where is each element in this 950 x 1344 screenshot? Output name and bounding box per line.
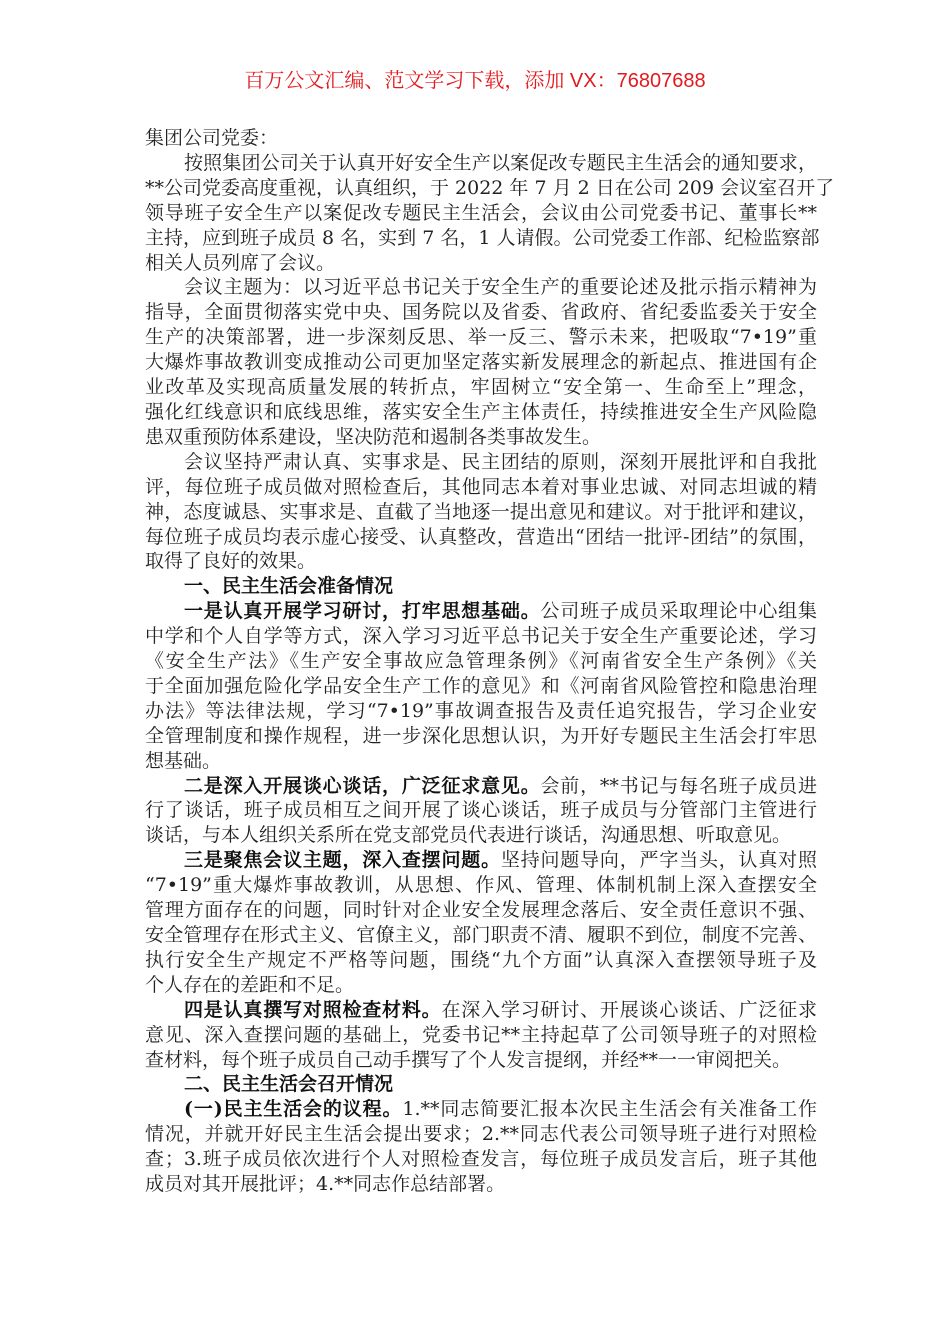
- line-text: 大爆炸事故教训变成推动公司更加坚定落实新发展理念的新起点、推进国有企: [145, 351, 817, 374]
- line-text: 领导班子安全生产以案促改专题民主生活会，会议由公司党委书记、董事长**: [145, 201, 817, 224]
- text-line: [145, 873, 817, 898]
- line-text: 业改革及实现高质量发展的转折点，牢固树立“安全第一、生命至上”理念，: [145, 376, 817, 399]
- text-line: [145, 923, 817, 948]
- line-text: 指导，全面贯彻落实党中央、国务院以及省委、省政府、省纪委监委关于安全: [145, 301, 817, 324]
- line-text: 执行安全生产规定不严格等问题，围绕“九个方面”认真深入查摆领导班子及: [145, 948, 817, 971]
- line-text: 会议主题为：以习近平总书记关于安全生产的重要论述及批示指示精神为: [184, 276, 817, 299]
- line-text: 安全管理存在形式主义、官僚主义，部门职责不清、履职不到位，制度不完善、: [145, 924, 817, 946]
- line-text: 查；3.班子成员依次进行个人对照检查发言，每位班子成员发言后，班子其他: [145, 1148, 817, 1171]
- line-text: 公司班子成员采取理论中心组集: [540, 600, 817, 623]
- bold-lead-in: 一、民主生活会准备情况: [184, 575, 394, 598]
- paragraph: [145, 1097, 817, 1197]
- paragraph: [145, 599, 817, 773]
- line-text: 相关人员列席了会议。: [145, 251, 336, 274]
- text-line: [145, 1048, 817, 1073]
- line-text: 每位班子成员均表示虚心接受、认真整改，营造出“团结一批评-团结”的氛围，: [145, 525, 817, 548]
- text-line: [145, 400, 817, 425]
- text-line: [145, 823, 817, 848]
- text-line: [145, 798, 817, 823]
- text-line: [145, 325, 817, 350]
- line-text: 办法》等法律法规，学习“7•19”事故调查报告及责任追究报告，学习企业安: [145, 699, 817, 722]
- text-line: [145, 1172, 817, 1197]
- bold-lead-in: 一是认真开展学习研讨，打牢思想基础。: [184, 600, 541, 623]
- text-line: [145, 699, 817, 724]
- watermark-header: 百万公文汇编、范文学习下载，添加 VX：76807688: [244, 70, 706, 92]
- line-text: 会前，**书记与每名班子成员进: [540, 774, 817, 797]
- text-line: [145, 350, 817, 375]
- line-text: 个人存在的差距和不足。: [145, 973, 355, 996]
- line-text: 坚持问题导向，严字当头，认真对照: [500, 849, 817, 872]
- text-line: [145, 848, 817, 873]
- text-line: [145, 1147, 817, 1172]
- text-line: [145, 973, 817, 998]
- paragraph: [145, 275, 817, 449]
- text-line: [145, 176, 835, 201]
- line-text: 患双重预防体系建设，坚决防范和遏制各类事故发生。: [145, 425, 602, 448]
- paragraph: [145, 774, 817, 849]
- line-text: 管理方面存在的问题，同时针对企业安全发展理念落后、安全责任意识不强、: [145, 899, 817, 922]
- text-line: [145, 450, 817, 475]
- document-body: [145, 126, 835, 1197]
- line-text: 神，态度诚恳、实事求是、直截了当地逐一提出意见和建议。对于批评和建议，: [145, 500, 817, 523]
- text-line: [145, 724, 817, 749]
- line-text: “7•19”重大爆炸事故教训，从思想、作风、管理、体制机制上深入查摆安全: [145, 874, 817, 897]
- line-text: 会议坚持严肃认真、实事求是、民主团结的原则，深刻开展批评和自我批: [184, 450, 817, 473]
- line-text: 行了谈话，班子成员相互之间开展了谈心谈话，班子成员与分管部门主管进行: [145, 799, 817, 822]
- text-line: [145, 500, 817, 525]
- text-line: [145, 226, 820, 251]
- text-line: [145, 998, 817, 1023]
- text-line: [145, 126, 817, 151]
- line-text: 于全面加强危险化学品安全生产工作的意见》和《河南省风险管控和隐患治理: [145, 674, 817, 697]
- paragraph: [145, 151, 835, 276]
- line-text: 情况，并就开好民主生活会提出要求；2.**同志代表公司领导班子进行对照检: [145, 1123, 817, 1146]
- text-line: [145, 525, 817, 550]
- text-line: [145, 151, 817, 176]
- line-text: 评，每位班子成员做对照检查后，其他同志本着对事业忠诚、对同志坦诚的精: [145, 475, 817, 498]
- text-line: [145, 425, 817, 450]
- line-text: 1.**同志简要汇报本次民主生活会有关准备工作: [402, 1098, 817, 1121]
- line-text: **公司党委高度重视，认真组织，于 2022 年 7 月 2 日在公司 209 会议室召开了: [145, 176, 835, 199]
- text-line: [145, 674, 817, 699]
- bold-lead-in: 四是认真撰写对照检查材料。: [184, 998, 442, 1021]
- line-text: 成员对其开展批评；4.**同志作总结部署。: [145, 1173, 506, 1196]
- text-line: [145, 749, 817, 774]
- text-line: [145, 948, 817, 973]
- text-line: [145, 624, 817, 649]
- line-text: 《安全生产法》《生产安全事故应急管理条例》《河南省安全生产条例》《关: [145, 650, 817, 673]
- text-line: [145, 898, 817, 923]
- paragraph: [145, 998, 817, 1073]
- line-text: 意见、深入查摆问题的基础上，党委书记**主持起草了公司领导班子的对照检: [145, 1023, 817, 1046]
- text-line: [145, 375, 817, 400]
- bold-lead-in: 二、民主生活会召开情况: [184, 1073, 394, 1096]
- paragraph: [145, 1072, 817, 1097]
- line-text: 生产的决策部署，进一步深刻反思、举一反三、警示未来，把吸取“7•19”重: [145, 326, 817, 349]
- line-text: 按照集团公司关于认真开好安全生产以案促改专题民主生活会的通知要求，: [184, 151, 817, 174]
- line-text: 集团公司党委：: [145, 127, 279, 149]
- line-text: 强化红线意识和底线思维，落实安全生产主体责任，持续推进安全生产风险隐: [145, 400, 817, 423]
- text-line: [145, 300, 817, 325]
- line-text: 中学和个人自学等方式，深入学习习近平总书记关于安全生产重要论述，学习: [145, 625, 817, 648]
- text-line: [145, 774, 817, 799]
- text-line: [145, 201, 817, 226]
- line-text: 取得了良好的效果。: [145, 550, 317, 573]
- line-text: 查材料，每个班子成员自己动手撰写了个人发言提纲，并经**一一审阅把关。: [145, 1048, 792, 1071]
- text-line: [145, 275, 817, 300]
- line-text: 谈话，与本人组织关系所在党支部党员代表进行谈话，沟通思想、听取意见。: [145, 824, 792, 847]
- line-text: 想基础。: [145, 749, 222, 772]
- line-text: 全管理制度和操作规程，进一步深化思想认识，为开好专题民主生活会打牢思: [145, 724, 817, 747]
- text-line: [145, 475, 817, 500]
- text-line: [145, 549, 817, 574]
- paragraph: [145, 574, 817, 599]
- text-line: [145, 251, 817, 276]
- bold-lead-in: 二是深入开展谈心谈话，广泛征求意见。: [184, 774, 541, 797]
- text-line: [145, 649, 817, 674]
- paragraph: [145, 126, 817, 151]
- text-line: [145, 1097, 817, 1122]
- line-text: 在深入学习研讨、开展谈心谈话、广泛征求: [441, 998, 817, 1021]
- bold-lead-in: 三是聚焦会议主题，深入查摆问题。: [184, 849, 501, 872]
- text-line: [145, 1072, 817, 1097]
- text-line: [145, 574, 817, 599]
- text-line: [145, 599, 817, 624]
- bold-lead-in: (一)民主生活会的议程。: [184, 1098, 403, 1121]
- text-line: [145, 1023, 817, 1048]
- line-text: 主持，应到班子成员 8 名，实到 7 名，1 人请假。公司党委工作部、纪检监察部: [145, 226, 820, 249]
- paragraph: [145, 848, 817, 997]
- paragraph: [145, 450, 817, 575]
- text-line: [145, 1122, 817, 1147]
